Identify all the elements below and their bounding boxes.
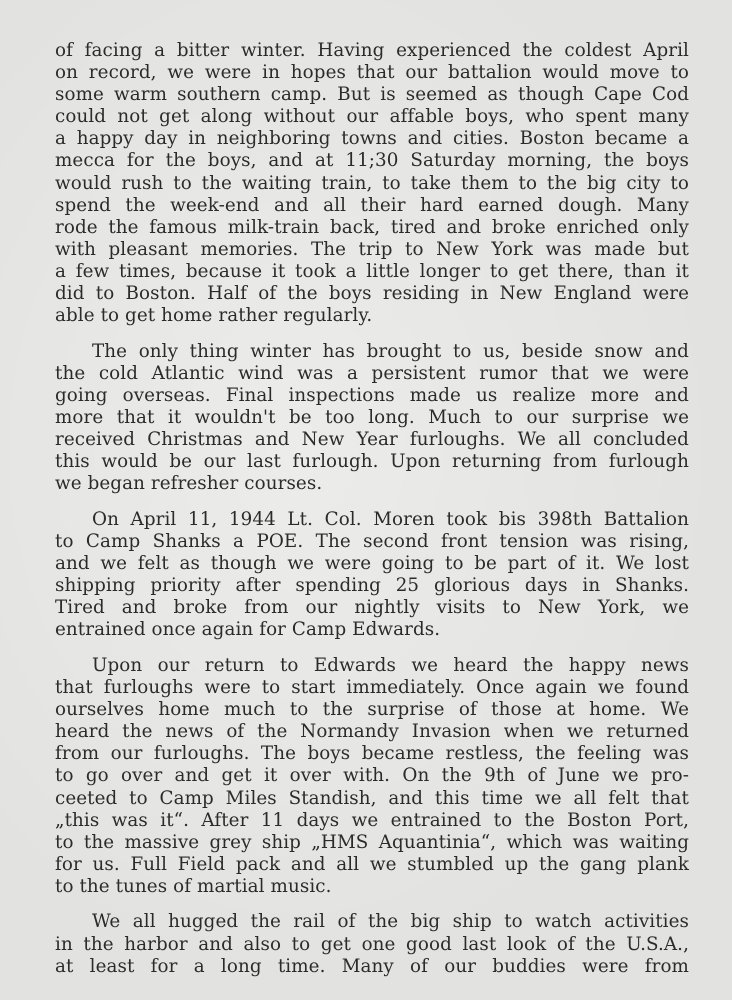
- text-line: a few times, because it took a little longer to get there, than it: [55, 260, 689, 282]
- text-line: to Camp Shanks a POE. The second front tension was rising,: [55, 530, 689, 552]
- text-line: On April 11, 1944 Lt. Col. Moren took bis 398th Battalion: [92, 508, 689, 530]
- text-line: did to Boston. Half of the boys residing in New England were: [55, 283, 689, 305]
- text-line: that furloughs were to start immediately. Once again we found: [55, 677, 689, 699]
- body-text: [55, 40, 689, 991]
- text-line: some warm southern camp. But is seemed as though Cape Cod: [55, 84, 689, 106]
- text-line: shipping priority after spending 25 glorious days in Shanks.: [55, 575, 689, 597]
- text-line: of facing a bitter winter. Having experienced the coldest April: [55, 40, 689, 61]
- text-line: at least for a long time. Many of our buddies were from: [55, 955, 689, 977]
- text-line: ceeted to Camp Miles Standish, and this time we all felt that: [55, 787, 689, 809]
- text-line: The only thing winter has brought to us, beside snow and: [92, 340, 689, 362]
- text-line: rode the famous milk-train back, tired and broke enriched only: [55, 216, 689, 238]
- text-line: on record, we were in hopes that our battalion would move to: [55, 62, 689, 84]
- text-line: entrained once again for Camp Edwards.: [55, 619, 441, 641]
- text-line: We all hugged the rail of the big ship to watch activities: [92, 911, 689, 933]
- text-line: Tired and broke from our nightly visits to New York, we: [55, 597, 689, 619]
- paragraph-furloughs: [55, 341, 689, 496]
- text-line: to the massive grey ship „HMS Aquantinia“, which was waiting: [55, 831, 689, 853]
- text-line: a happy day in neighboring towns and cities. Boston became a: [55, 128, 689, 150]
- text-line: going overseas. Final inspections made us realize more and: [55, 384, 689, 406]
- paragraph-winter: [55, 40, 689, 327]
- text-line: from our furloughs. The boys became restless, the feeling was: [55, 743, 689, 765]
- paragraph-ship-rail: [55, 911, 689, 977]
- text-line: more that it wouldn't be too long. Much to our surprise we: [55, 407, 689, 428]
- text-line: ourselves home much to the surprise of those at home. We: [55, 699, 689, 721]
- text-line: spend the week-end and all their hard earned dough. Many: [55, 194, 689, 216]
- text-line: to the tunes of martial music.: [55, 875, 332, 897]
- text-line: the cold Atlantic wind was a persistent rumor that we were: [55, 362, 689, 384]
- text-line: able to get home rather regularly.: [55, 305, 373, 327]
- paragraph-camp-shanks: [55, 509, 689, 642]
- text-line: „this was it“. After 11 days we entrained to the Boston Port,: [55, 809, 689, 831]
- text-line: received Christmas and New Year furloughs. We all concluded: [55, 429, 689, 451]
- text-line: with pleasant memories. The trip to New York was made but: [55, 238, 689, 260]
- text-line: heard the news of the Normandy Invasion when we returned: [55, 721, 689, 743]
- text-line: Upon our return to Edwards we heard the happy news: [92, 654, 689, 676]
- text-line: could not get along without our affable boys, who spent many: [55, 106, 689, 128]
- text-line: we began refresher courses.: [55, 473, 323, 495]
- text-line: this would be our last furlough. Upon returning from furlough: [55, 451, 689, 473]
- text-line: for us. Full Field pack and all we stumbled up the gang plank: [55, 853, 689, 875]
- text-line: and we felt as though we were going to be part of it. We lost: [55, 553, 689, 575]
- paragraph-return-to-edwards: [55, 655, 689, 898]
- text-line: mecca for the boys, and at 11;30 Saturday morning, the boys: [55, 150, 689, 172]
- text-line: in the harbor and also to get one good last look of the U.S.A.,: [55, 933, 689, 955]
- text-line: would rush to the waiting train, to take them to the big city to: [55, 172, 689, 194]
- text-line: to go over and get it over with. On the 9th of June we pro-: [55, 765, 689, 787]
